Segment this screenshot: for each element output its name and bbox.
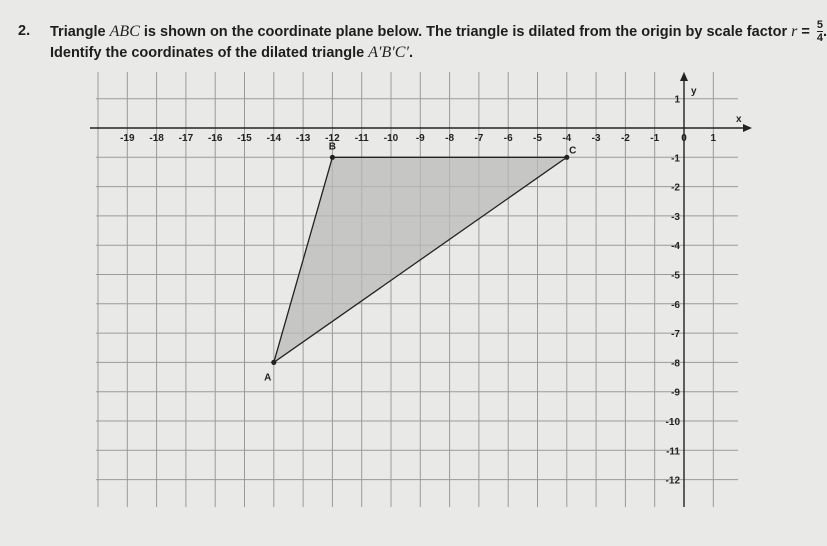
y-axis-arrow: [680, 72, 688, 81]
tick-labels: [120, 86, 742, 487]
y-tick-label: -1: [671, 153, 680, 165]
x-tick-label: -18: [149, 133, 164, 144]
scale-variable: r: [791, 22, 798, 40]
x-tick-label: -12: [325, 133, 340, 144]
y-tick-label: -12: [665, 475, 680, 487]
period: .: [408, 45, 413, 61]
x-tick-label: 0: [681, 133, 687, 144]
x-axis-arrow: [743, 124, 752, 132]
x-tick-label: -1: [650, 133, 660, 144]
x-tick-label: -10: [383, 133, 399, 144]
x-tick-label: -3: [591, 133, 601, 144]
y-tick-label: -4: [671, 241, 680, 253]
x-tick-label: -8: [445, 133, 455, 144]
y-tick-label: 1: [674, 94, 680, 106]
x-tick-label: -6: [503, 133, 513, 144]
x-tick-label: -11: [354, 133, 369, 144]
x-tick-label: -15: [237, 133, 252, 144]
x-tick-label: -5: [533, 133, 542, 144]
y-tick-label: -11: [666, 446, 680, 458]
x-tick-label: -2: [620, 133, 630, 144]
point-a: [271, 360, 276, 365]
x-axis-label: x: [736, 114, 742, 125]
y-tick-label: -2: [671, 182, 680, 194]
text: is shown on the coordinate plane below. The triangle is dilated from the origin by scale factor: [143, 23, 788, 40]
y-tick-label: -7: [671, 329, 680, 341]
fraction-denominator: 4: [816, 32, 824, 44]
x-tick-label: -9: [415, 133, 425, 144]
point-b: [330, 155, 335, 160]
fraction-numerator: 5: [816, 19, 824, 31]
text: Identify the coordinates of the dilated triangle: [50, 45, 365, 61]
y-tick-label: -3: [671, 211, 680, 223]
y-tick-label: -5: [671, 270, 680, 282]
y-axis-label: y: [691, 86, 697, 97]
dilated-triangle-name: A′B′C′: [368, 44, 409, 61]
y-tick-label: -6: [671, 299, 680, 311]
equals-sign: =: [801, 23, 810, 40]
x-tick-label: -19: [120, 133, 135, 144]
y-tick-label: -9: [671, 387, 680, 399]
x-tick-label: -14: [266, 133, 282, 144]
x-tick-label: -4: [562, 133, 572, 144]
x-tick-label: -17: [178, 133, 194, 144]
x-tick-label: -7: [474, 133, 484, 144]
point-label-b: B: [328, 141, 337, 153]
problem-number: 2.: [18, 23, 31, 39]
period: .: [823, 23, 827, 40]
x-tick-label: -16: [207, 133, 223, 144]
x-tick-label: 1: [710, 133, 717, 144]
point-label-a: A: [264, 372, 272, 384]
y-tick-label: -10: [665, 417, 680, 428]
x-tick-label: -13: [295, 133, 311, 144]
y-tick-label: -8: [671, 358, 680, 370]
point-label-c: C: [569, 145, 577, 157]
triangle-name: ABC: [109, 22, 140, 40]
text: Triangle: [50, 23, 106, 40]
horizontal-gridlines: [96, 99, 738, 480]
